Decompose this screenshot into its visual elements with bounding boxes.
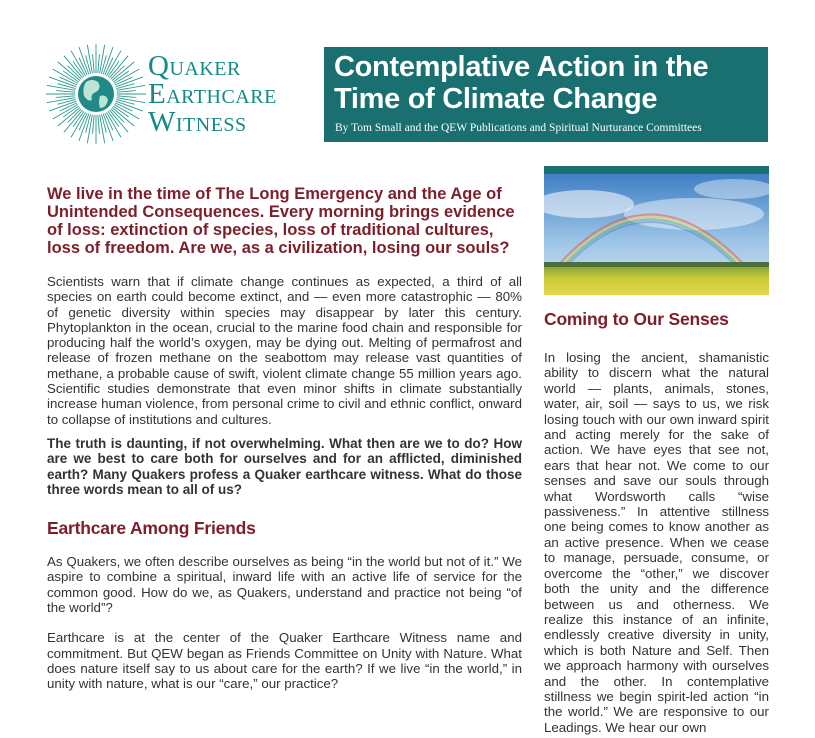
body-paragraph-5: In losing the ancient, shamanistic ability to discern what the natural world — plants, animals, stones, water, air, soil — says to us, we risk losing touch with our own inward spirit and acting merely for the sake of action. We have eyes that see not, ears that hear not. We come to our senses and save our souls through what Wordsworth calls “wise passiveness.” In attentive stillness one being comes to know another as an active presence. When we cease to manage, persuade, consume, or overcome the “other,” we discover both the unity and the difference between us and otherness. We realize this instance of an infinite, endlessly creative diversity in unity, which is both Nature and Self. Then we approach harmony with ourselves and the other. In contemplative stillness we begin spirit-led action “in the world.” We are responsive to our Leadings. We hear our own [544,350,769,735]
globe-sunburst-icon [44,42,148,146]
body-paragraph-4: Earthcare is at the center of the Quaker Earthcare Witness name and commitment. But QEW began as Friends Committee on Unity with Nature. What does nature itself say to us about care for the earth? If we live “in the world,” in unity with nature, what is our “care,” our practice? [47,630,522,692]
left-column [47,185,522,701]
section-heading-earthcare: Earthcare Among Friends [47,518,256,539]
body-paragraph-2: The truth is daunting, if not overwhelming. What then are we to do? How are we best to care both for ourselves and for an afflicted, diminished earth? Many Quakers profess a Quaker earthcare witness. What do those three words mean to all of us? [47,435,522,497]
qew-logo [44,42,324,142]
article-byline: By Tom Small and the QEW Publications and Spiritual Nurturance Committees [335,122,702,134]
article-title: Contemplative Action in the Time of Climate Change [334,51,709,115]
body-paragraph-1: Scientists warn that if climate change continues as expected, a third of all species on earth could become extinct, and — even more catastrophic — 80% of genetic diversity within species may disappear by later this century. Phytoplankton in the ocean, crucial to the marine food chain and responsible for producing half the world’s oxygen, may be dying out. Melting of permafrost and release of frozen methane on the seabottom may release vast quantities of methane, a probable cause of swift, violent climate change 55 million years ago. Scientific studies demonstrate that even minor shifts in climate substantially increase human violence, from personal crime to civil and ethnic conflict, onward to collapse of institutions and cultures. [47,274,522,427]
photo-top-bar [544,166,769,174]
logo-line-2: Earthcare [148,78,277,110]
rainbow-landscape-photo [544,174,769,295]
logo-line-3: Witness [148,106,247,138]
body-paragraph-3: As Quakers, we often describe ourselves as being “in the world but not of it.” We aspire to combine a spiritual, inward life with an active life of service for the common good. How do we, as Quakers, understand and practice not being “of the world”? [47,554,522,616]
right-column [544,166,769,735]
lead-paragraph: We live in the time of The Long Emergency and the Age of Unintended Consequences. Every morning brings evidence of loss: extinction of species, loss of traditional cultures, loss of freedom. Are we, as a civilization, losing our souls? [47,185,515,257]
section-heading-senses: Coming to Our Senses [544,309,729,329]
title-banner [324,47,768,142]
logo-line-1: Quaker [148,50,241,82]
